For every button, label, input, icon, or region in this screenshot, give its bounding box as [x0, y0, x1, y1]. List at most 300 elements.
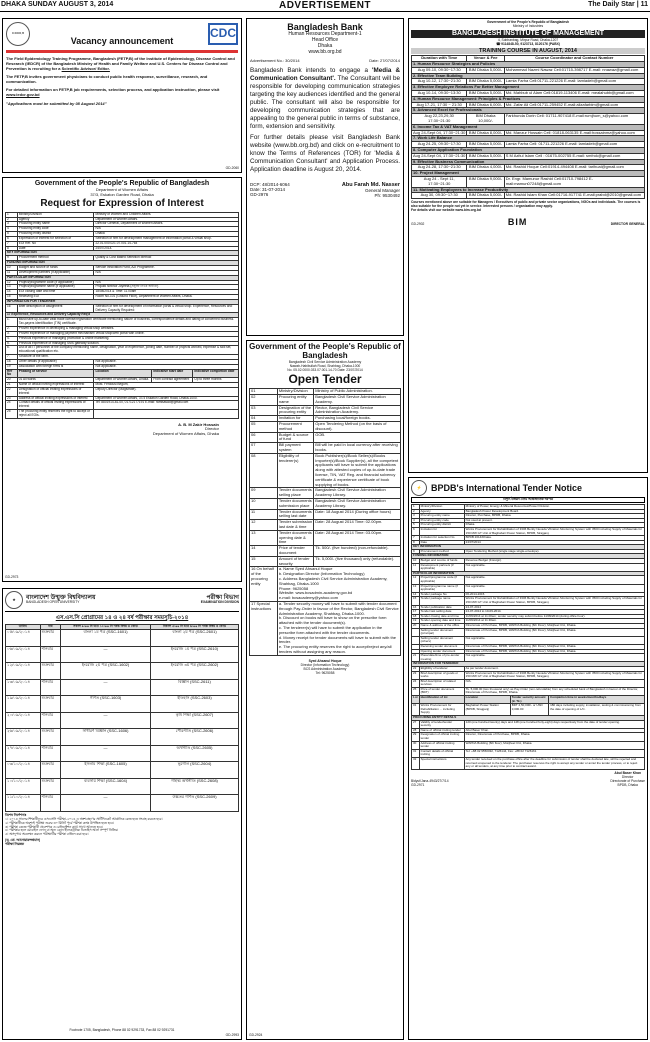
table-row	[6, 646, 239, 663]
table-cell: —	[61, 745, 151, 762]
bb-date: Date: 27/07/2014	[369, 58, 400, 64]
bim-training-ad	[408, 18, 648, 473]
table-cell: Ministry/Division	[419, 504, 464, 509]
table-row	[412, 671, 645, 679]
bim-addr: 4, Sobhanbag, Mirpur Road, Dhaka-1207	[497, 37, 559, 42]
table-cell: 10	[412, 559, 420, 564]
section-header: 17 Experience, Resources and Delivery Capacity Req'd	[6, 313, 239, 318]
bim-tel: ☎ 9114848-50, 9123713, 8120176 (PABX)	[496, 41, 560, 46]
table-cell: 3	[6, 222, 18, 227]
course-c: Dr. Engr. Mamunur Rashid Cell:01710-798412 E-mail:mamun07248@gmail.com	[504, 176, 644, 187]
bou-sign-title: পরীক্ষা নিয়ন্ত্রক	[5, 842, 24, 847]
bou-name-en: BANGLADESH OPEN UNIVERSITY	[26, 600, 80, 605]
bb-sign: Abu Farah Md. Nasser	[341, 181, 400, 188]
table-cell: —	[61, 712, 151, 729]
table-row	[250, 546, 401, 557]
course-v: BIM Dhaka 6,000/-	[468, 101, 503, 107]
bou-notes-title: বিশেষ নির্দেশনাঃ	[5, 812, 27, 817]
table-header-cell: Lot	[412, 696, 420, 704]
table-row	[412, 576, 645, 584]
ot-sign-tel: Tel: 9625058	[315, 670, 335, 675]
bb-city: Dhaka	[317, 42, 333, 49]
table-cell: Not applicable.	[464, 563, 644, 571]
table-cell: বাংলা ২য় পত্র (SSC-2601)	[151, 630, 239, 647]
table-row	[250, 422, 401, 433]
table-row	[6, 712, 239, 729]
table-header-cell: Indicative start date	[152, 369, 193, 378]
table-cell: 31	[412, 749, 420, 757]
table-cell: Tender package name	[419, 597, 464, 605]
table-cell: 24/07/2014.	[94, 246, 239, 251]
table-cell: WAPDA Building (6th floor), Motijheel C/A, Dhaka.	[464, 741, 644, 749]
table-cell: Ministry of Women and Children Affairs.	[94, 212, 239, 217]
course-d: Aug 24-28, 17:30~21:30	[412, 165, 467, 171]
course-number: 2.	[413, 72, 417, 78]
table-header-cell: Location	[464, 696, 510, 704]
bou-sign-name: (ড. মো. আনোয়ারুজ্জামান)	[5, 838, 41, 843]
table-cell: ইংরেজি ১ম পত্র (SSC-2610)	[151, 646, 239, 663]
table-cell: Not applicable.	[464, 584, 644, 592]
table-cell: Tender closing date and time	[419, 614, 464, 619]
bou-name-bn: বাংলাদেশ উন্মুক্ত বিশ্ববিদ্যালয়	[26, 594, 96, 601]
table-cell: Procurement method	[17, 256, 94, 261]
table-cell: Tender opening date and time	[419, 619, 464, 624]
section-header: INFORMATION FOR TENDERER	[6, 299, 239, 304]
table-row	[412, 733, 645, 741]
table-cell: অর্থনীতি (SSC-2605)	[151, 745, 239, 762]
eoi-sign-title: Director	[204, 426, 219, 432]
table-cell: 9	[6, 256, 18, 261]
table-cell: Service Innovation Fund, A2I Programme.	[94, 266, 239, 271]
table-cell: Project/programme code (if applicable)	[17, 280, 94, 285]
table-cell: 28	[412, 728, 420, 733]
table-cell: Selling tender document (principal)	[419, 628, 464, 636]
table-cell: 9	[412, 549, 420, 554]
table-cell: শনিবার	[40, 795, 60, 812]
table-cell: ১২/০৯/২০১৪	[6, 663, 41, 680]
instruction-line: a. Tender security money will have to submit with tender document through Pay-Order in favour of the Rector, Bangladesh Civil Service Administration Academy, Shahbag, Dhaka-1000.	[278, 600, 399, 616]
table-cell: Any tender received on the purchase office after the deadline for submission of tender shall be declared late, will be rejected and returned unopened to the tenderer. The purchaser reserves the right to accept any tender or annul the tender process, or to reject any or all tenders, at any time prior to contract award.	[464, 757, 644, 769]
eoi-addr: 37/3, Eskaton Garden Road, Dhaka	[90, 191, 154, 197]
course-number: 11.	[413, 186, 419, 192]
contact-line: b. Designation Director (Information Technology)	[278, 571, 365, 577]
table-cell: শুক্রবার	[40, 663, 60, 680]
table-cell: Agency	[17, 217, 94, 222]
table-cell: Most. Ferdousi Begum,	[94, 383, 239, 388]
table-cell: Selection of firm for development of information portal & virtual shop. Experience, Resources and Delivery Capacity Required:	[94, 304, 239, 313]
bb-title: Bangladesh Bank	[287, 22, 363, 32]
table-cell: Bangladesh Civil Service Administration Academy Library.	[314, 488, 401, 499]
table-cell: Bill payment system	[277, 443, 313, 454]
table-cell: 23	[6, 396, 18, 401]
section-header: PARTICULAR INFORMATION	[412, 571, 645, 576]
table-header-cell: তারিখ	[6, 625, 41, 630]
table-cell: 13	[412, 584, 420, 592]
table-cell: 06-2014-2015.	[464, 592, 644, 597]
table-row	[250, 395, 401, 406]
bim-course-table	[411, 55, 645, 199]
table-cell: 12	[250, 520, 278, 531]
section-header: PARTICULAR INFORMATION	[6, 275, 239, 280]
table-cell: ১৯/০৯/২০১৪	[6, 696, 41, 713]
bou-exam-ad	[2, 588, 242, 1040]
table-cell: Procuring entity name	[419, 514, 464, 519]
eoi-title: Request for Expression of Interest	[40, 198, 204, 210]
course-c: Mohammad Nazmi Nawaz Cell:01715-398717 E-mail: nnawaz@gmail.com	[504, 67, 644, 73]
icddrb-logo-icon	[6, 22, 30, 46]
bpdb-title: BPDB's International Tender Notice	[431, 482, 582, 493]
course-name: Human Resource Management: Principles & Practices	[417, 95, 521, 101]
eoi-gov: Government of the People's Republic of Bangladesh	[34, 180, 210, 187]
table-cell: Development partners (if applicable)	[419, 563, 464, 571]
course-name: Human Resource Strategies and Policies	[417, 60, 496, 66]
table-cell: Not applicable.	[464, 636, 644, 644]
bou-division-bn: পরীক্ষা বিভাগ	[206, 594, 239, 601]
header-section: ADVERTISEMENT	[278, 0, 372, 11]
table-cell: 11	[412, 563, 420, 571]
section-header: PROCURING ENTITY DETAILS	[412, 716, 645, 721]
course-c: Farkhunda Dorin Cell: 01711-907418 E-mail:rumjhum_s@yahoo.com	[504, 114, 644, 125]
table-cell: Room No-101 (Ground Floor), Department of Women Affairs, Dhaka.	[94, 295, 239, 300]
table-cell: Receiving tender document	[419, 644, 464, 649]
course-number: 5.	[413, 107, 417, 113]
ot-sign-t1: Director (Information Technology)	[300, 662, 350, 667]
course-v: BIM Dhaka 5,000/-	[468, 89, 503, 95]
table-cell: 12	[412, 576, 420, 584]
course-number: 4.	[413, 95, 417, 101]
table-header-cell: Identification of lot	[419, 696, 464, 704]
table-cell: Date	[419, 540, 464, 545]
table-row	[6, 663, 239, 680]
note-line: ৪। পরীক্ষার হলে মোবাইল ফোন বা অন্য কোন ইলেকট্রনিক ডিভাইস আনা সম্পূর্ণ নিষিদ্ধ।	[5, 828, 119, 833]
table-cell: Designation of the procuring entity	[277, 405, 313, 416]
bpdb-sign: Abul Baser Khan	[614, 770, 641, 775]
table-cell: 02	[250, 395, 278, 406]
table-cell: Works Procurement for Rehabilitation of 3306 Bently Nevada Vibration Monitoring System with 3500 including Supply of Materials for 150 MW GT Unit of Baghabari Power Station, BPDB, Sirajganj.	[464, 597, 644, 605]
table-cell: Works Procurement for Rehabilitation of 3306 Bently Nevada Vibration Monitoring System with 3500 including Supply of Materials for 150 MW GT Unit of Baghabari Power Station, BPDB, Sirajganj.	[464, 671, 644, 679]
course-v: BIM Dhaka 5,000/-	[468, 152, 503, 158]
contact-line: a. Name Syed Ahsanul Hoque	[278, 566, 333, 572]
table-cell: Deputy Director (Magistrate).	[94, 387, 239, 396]
table-header-cell: Course Coordinator and Contact Number	[504, 56, 644, 62]
ot-title: Open Tender	[288, 372, 362, 387]
table-cell: শনিবার	[40, 712, 60, 729]
table-cell: ইংরেজি ৩য় পত্র (SSC-2602)	[151, 663, 239, 680]
table-header-cell: বিকাল ৩:০০ টা হতে ৬:০০ টা পর্যন্ত বিষয় ও কোড	[151, 625, 239, 630]
ot-signature	[249, 660, 401, 676]
course-c: Md. Zafar Ali Cell:01711-259452 E-mail:alizafarbim@gmail.com	[504, 102, 644, 108]
table-cell: 2	[6, 217, 18, 222]
course-d: Aug 24 - Sept 11, 17:30~21:30	[412, 176, 467, 187]
bim-title: BANGLADESH INSTITUTE OF MANAGEMENT	[411, 30, 645, 38]
course-c: Md. Manzur Hossain Cell: 01818-063135 E-mail:hossainmz@yahoo.com	[504, 130, 644, 136]
table-cell: List of all IT personnel of the company mentioning name, designation, year of experience, joining date, number of projects worked, expertise & skill set, educational qualification etc.	[17, 346, 238, 355]
table-cell: 120 (one hundred twenty) days and 148 (one hundred forty-eight) days respectively from the date of tender opening.	[464, 720, 644, 728]
table-cell: 5	[6, 232, 18, 237]
table-cell: Bangladesh Power Development Board.	[464, 509, 644, 514]
table-cell: BDT 2,50,000/- or USD 3,000.00	[510, 704, 548, 716]
ot-gd-code: GD-2924	[249, 1033, 263, 1038]
bpdb-sub: বিদ্যুৎ উন্নয়ন বোর্ড আন্তর্জাতিক দরপত্র	[411, 497, 645, 503]
table-cell: Procurement method	[419, 549, 464, 554]
table-cell: Ministry of Public Administration.	[314, 389, 401, 395]
cdc-deadline: "Applications must be submitted by 08 August 2014"	[6, 100, 107, 106]
bpdb-header	[411, 480, 645, 496]
table-cell: Dhaka	[94, 232, 239, 237]
section-header: INFORMATION FOR TENDERER	[412, 662, 645, 667]
course-name: Project Management	[419, 170, 459, 176]
course-v: BIM Dhaka 10,000/-	[467, 114, 504, 125]
table-cell: GOB.	[314, 432, 401, 443]
course-c: Md. Mahbub ul Alam Cell:01819-113406 E-mail: mealahubb@gmail.com	[504, 90, 644, 96]
bb-body-bold: 'Media & Communication Consultant'.	[250, 66, 400, 82]
table-cell	[277, 567, 400, 602]
table-cell: শুক্রবার	[40, 696, 60, 713]
table-row	[250, 405, 401, 416]
bb-dcp: DCP: 48/2014-6064	[250, 181, 290, 187]
bim-logo: BIM	[507, 216, 528, 227]
table-cell: 21	[6, 383, 18, 388]
table-cell: 24/07/2014	[464, 540, 644, 545]
bb-body1: Bangladesh Bank intends to engage a	[250, 66, 368, 74]
bou-logo-icon: ★	[5, 591, 23, 609]
course-name: Motivating Employees to Increase Productivity	[419, 186, 509, 192]
table-row	[412, 597, 645, 605]
table-cell: 29	[412, 733, 420, 741]
ot-addr: Nawab-Habibullah Road, Shahbag, Dhaka-1000	[289, 363, 361, 368]
table-cell: 6.	[6, 346, 18, 355]
table-cell: 16 On behalf of the procuring entity	[250, 567, 278, 602]
table-cell: Invitation for selection No	[419, 536, 464, 541]
instruction-line: d. Money receipt for tender documents will have to submit with the tender.	[278, 634, 397, 645]
bb-web[interactable]: www.bb.org.bd	[308, 48, 342, 55]
ot-memo: No. 05.02.0000.033.07.001.14-70 Date: 23/07/2014	[287, 367, 363, 372]
table-cell: Dhaka.	[464, 523, 644, 528]
bb-footer	[250, 182, 400, 199]
table-cell: শনিবার	[40, 646, 60, 663]
table-cell: Name & address of the office	[419, 623, 464, 628]
table-cell: N/A	[94, 227, 239, 232]
course-number: 7.	[413, 135, 417, 141]
contact-line: e-mail: bcsacademy@yahoo.com	[278, 595, 339, 601]
table-cell: 14	[6, 290, 18, 295]
table-row	[6, 729, 239, 746]
table-cell	[277, 601, 400, 655]
table-cell: Budget & source of fund	[277, 432, 313, 443]
cdc-logo-text: CDC	[210, 26, 236, 41]
table-row	[6, 630, 239, 647]
table-header-cell: সকাল ৯:০০ টা হতে ১২:০০ টা পর্যন্ত বিষয় ও কোড	[61, 625, 151, 630]
table-cell: ২০/০৯/২০১৪	[6, 712, 41, 729]
table-cell: Agency	[419, 509, 464, 514]
table-cell: 2	[412, 509, 420, 514]
table-header-cell: Tender security amount (in Tk.)	[510, 696, 548, 704]
table-cell: Not applicable.	[94, 359, 239, 364]
course-name: Effective Business Communication	[417, 158, 485, 164]
table-cell: 08	[250, 453, 278, 488]
cdc-divider	[6, 50, 238, 53]
bangladesh-bank-ad	[246, 18, 404, 336]
bim-gov: Government of the People's Republic of Bangladesh	[486, 20, 570, 24]
course-v: BIM Dhaka 4,000/-	[468, 164, 503, 170]
table-cell: Not applicable.	[464, 576, 644, 584]
bb-sign-title: General Manager	[364, 188, 400, 194]
table-cell: Procuring entity name	[17, 222, 94, 227]
table-cell: Must have up-to-date valid trade license/registration certificate mentioning nature of business, correspondence details and dating of concerned business. Tax-payers identification (TIN) certificate.	[17, 318, 238, 327]
lot-row	[412, 704, 645, 716]
table-header-cell: Indicative completion date	[193, 369, 239, 378]
table-row	[6, 679, 239, 696]
table-row	[250, 601, 401, 655]
table-cell: N/A	[94, 270, 239, 275]
bou-division-en: EXAMINATION DIVISION	[200, 600, 239, 605]
course-v: BIM Dhaka 5,000/-	[468, 66, 503, 72]
table-cell: ০৩/১০/২০১৪	[6, 762, 41, 779]
table-row	[250, 443, 401, 454]
course-c: Md. Rashid Hoque Cell:01914-494408 E-mail: tarihuai@gmail.com	[504, 165, 644, 171]
table-cell: শুক্রবার	[40, 729, 60, 746]
table-cell: EOI closing date and time	[17, 290, 94, 295]
table-cell: Bangladesh Civil Service Administration Academy Library.	[314, 498, 401, 509]
table-cell: 15	[250, 556, 278, 567]
table-cell: 24	[412, 679, 420, 687]
course-name: Income Tax & VAT Management	[417, 123, 478, 129]
table-cell: Project/programme name (if applicable)	[17, 285, 94, 290]
table-cell: 17 Special instructions	[250, 601, 278, 655]
table-cell: 16	[6, 304, 18, 313]
course-c: Lamia Farha Cell:01711-221226 E-mail: lamiadeb@gmail.com	[504, 79, 644, 85]
bou-title: এস.এস.সি প্রোগ্রামের ১৪ ও ২৪ বর্ষ পরীক্ষার সময়সূচি-২০১৪	[55, 615, 189, 621]
cdc-role-link[interactable]: Scientific Advisor/ Editor.	[61, 65, 110, 71]
page-header	[0, 0, 650, 12]
table-cell: 22	[6, 387, 18, 396]
cdc-website-link[interactable]: www.iedcr.gov.bd	[6, 91, 40, 97]
bb-ref-row	[250, 59, 400, 64]
table-cell: Date	[17, 246, 94, 251]
table-cell: Director General, Department of Women Affairs.	[94, 222, 239, 227]
table-cell: Project/programme code (if applicable)	[419, 576, 464, 584]
table-row	[6, 387, 239, 396]
eoi-gd-code: GD-2973	[5, 575, 19, 580]
cdc-vacancy-ad	[2, 18, 242, 173]
table-cell: Name of official inviting expressions of interest	[17, 383, 94, 388]
table-cell: Works Procurement for Rehabilitation of 3306 Bently Nevada Vibration Monitoring System with 3500 including Supply of Materials for 150 MW GT Unit of Baghabari Power Station, BPDB, Sirajganj.	[464, 527, 644, 535]
table-row	[250, 530, 401, 545]
bpdb-memo: Bidyut/Jana-4943/27/7/14	[411, 778, 449, 783]
section-header: KEY INFORMATION	[6, 251, 239, 256]
table-row	[250, 488, 401, 499]
table-cell: Purchasing local/foreign books.	[314, 416, 401, 422]
course-d: Aug 24-Sept 04, 17:30~21:30	[413, 129, 466, 135]
section-header: FUNDING INFORMATION	[412, 554, 645, 559]
table-cell: Tender publication date	[419, 605, 464, 610]
eoi-sign-name: A. B. M Zakir Hossain	[178, 421, 219, 427]
table-cell: Other details (if applicable)	[17, 359, 94, 364]
table-cell: সাধারণ বিজ্ঞান (SSC-1606)	[61, 729, 151, 746]
table-cell: Selection of firm for development management of information portal & virtual shop.	[94, 236, 239, 241]
table-cell: —	[61, 795, 151, 812]
table-cell: 3.	[6, 331, 18, 336]
bpdb-gd: GD-2971	[411, 782, 425, 787]
table-header-cell: Ref No	[6, 369, 18, 378]
bim-schedule: TRAINING COURSE IN AUGUST, 2014	[411, 48, 645, 54]
table-cell: Director, Purchase, BPDB, Dhaka.	[464, 514, 644, 519]
table-cell: ০৫/০৯/২০১৪	[6, 630, 41, 647]
table-cell: Price of tender document	[277, 546, 313, 557]
table-cell: 25	[412, 687, 420, 695]
table-cell: ১১/১০/২০১৪	[6, 795, 41, 812]
table-cell: Address of official inviting tender	[419, 741, 464, 749]
course-d: Aug 24-25, 09:30~17:30	[412, 142, 467, 148]
table-row	[250, 453, 401, 488]
course-d: Aug 30, 09:30~17:30	[412, 193, 467, 199]
bim-gd: GD-2902	[411, 222, 425, 227]
table-cell: 11	[250, 509, 278, 520]
table-cell: Bill will be paid in local currency after receiving books.	[314, 443, 401, 454]
table-cell: Tender documents selling place	[278, 487, 312, 498]
ot-gov: Government of the People's Republic of Bangladesh	[249, 342, 401, 360]
cdc-p3-text: For detailed information on FETP,B job requirements, selection process, and application instruction, please visit	[6, 87, 220, 93]
course-detail-row	[412, 114, 645, 125]
table-cell: শুক্রবার	[40, 762, 60, 779]
course-number: 1.	[413, 60, 417, 66]
table-cell: 3	[412, 514, 420, 519]
table-cell: Tender last selling date	[419, 610, 464, 615]
bou-notes	[5, 818, 239, 838]
bpdb-tender-ad	[408, 477, 648, 1040]
table-cell: Place/date/time of pre-tender meeting	[419, 654, 464, 662]
table-cell: Projukti Nirbhor Joyeeta (প্রযুক্তি নির্ভর জয়ীতা)	[94, 285, 239, 290]
course-v: BIM Dhaka 9,000/-	[467, 176, 504, 187]
table-cell: 32	[412, 757, 420, 769]
header-paper: The Daily Star | 11	[588, 1, 648, 8]
eoi-signature	[5, 423, 239, 437]
course-number: 9.	[413, 158, 417, 164]
course-d: Aug 22,23,29,30 17:30~21:30	[412, 114, 467, 125]
bpdb-table	[411, 504, 645, 770]
eoi-dept: Department of Women Affairs	[95, 187, 149, 193]
course-d: Aug 17-21, 17:30 ~ 21:30	[412, 102, 467, 108]
table-cell: Tender package No	[419, 592, 464, 597]
table-cell: ২৭/০৯/২০১৪	[6, 745, 41, 762]
table-cell: As per tender document.	[464, 666, 644, 671]
table-header-cell: Location	[94, 369, 152, 378]
table-row	[6, 745, 239, 762]
table-cell: 09	[250, 488, 278, 499]
table-header-cell: Venue & Fee	[467, 56, 504, 62]
table-row	[6, 410, 239, 419]
note-line: ৩। পরীক্ষা কেন্দ্রে পরীক্ষার্থী প্রবেশপত্র ও রেজিস্ট্রেশন কার্ড সাথে আনতে হবে।	[5, 824, 103, 829]
table-cell: 2.	[6, 326, 18, 331]
table-cell: Proven experience in developing & managing virtual shop websites.	[17, 326, 238, 331]
table-cell: Procuring entity code	[17, 227, 94, 232]
table-cell: 4	[412, 518, 420, 523]
table-cell: 27	[412, 720, 420, 728]
bb-phone: Ph: 9530492	[374, 193, 400, 199]
table-cell: ২৬/০৯/২০১৪	[6, 729, 41, 746]
bb-gd: GD-2976	[250, 192, 269, 198]
table-cell: ব্যবসায় শিক্ষা (SSC-1604)	[61, 778, 151, 795]
table-cell: Directorate of Purchase, BPDB, WAPDA Building (6th Floor), Motijheel C/A, Dhaka.	[464, 649, 644, 654]
table-cell: 10	[250, 498, 278, 509]
bpdb-sign-t2: Directorate of Purchase	[610, 778, 645, 783]
course-name: Advanced Excel for Professionals	[417, 107, 482, 113]
bb-adv-no: Advertisement No.: 30/2014	[250, 58, 300, 64]
course-v: BIM Dhaka 5,000/-	[468, 192, 503, 198]
table-cell: Tk. 500/- (five hundred) (non-refundable).	[314, 546, 401, 557]
course-v: BIM Dhaka 5,000/-	[468, 141, 503, 147]
table-header-cell: বার	[40, 625, 60, 630]
